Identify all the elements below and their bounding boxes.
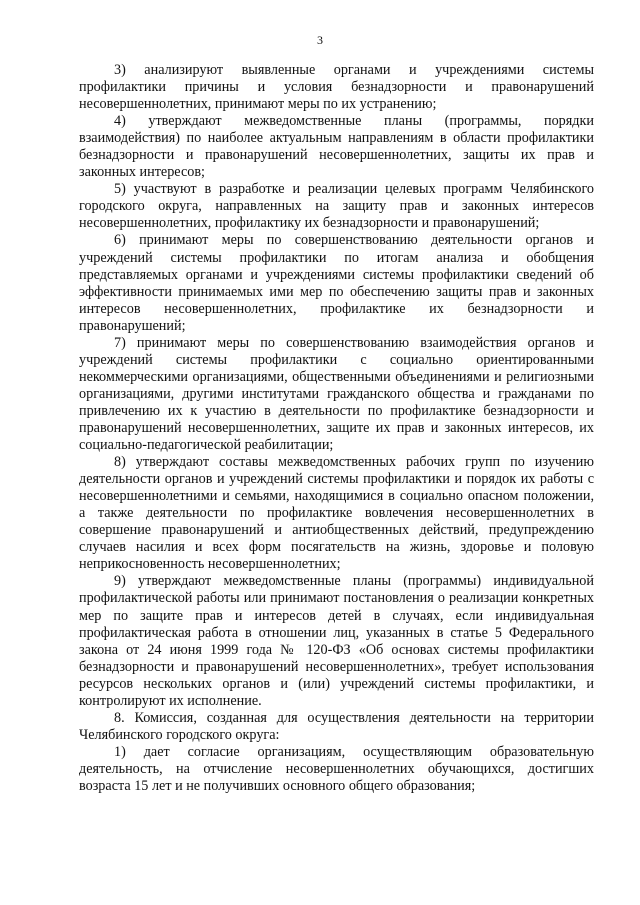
paragraph-item-3: 3) анализируют выявленные органами и учреждениями системы профилактики причины и условия безнадзорности и правонарушений несовершеннолетних, принимают меры по их устранению; — [79, 62, 594, 113]
paragraph-item-7: 7) принимают меры по совершенствованию взаимодействия органов и учреждений системы профилактики с социально ориентированными некоммерческими организациями, общественными объединениями и религиозными организациями, другими институтами гражданского общества и гражданами по привлечению их к участию в деятельности по профилактике безнадзорности и правонарушений несовершеннолетних, защите их прав и законных интересов, их социально-педагогической реабилитации; — [79, 334, 594, 454]
section-8-heading: 8. Комиссия, созданная для осуществления деятельности на территории Челябинского городского округа: — [79, 709, 594, 743]
paragraph-item-9: 9) утверждают межведомственные планы (программы) индивидуальной профилактической работы или принимают постановления о реализации конкретных мер по защите прав и интересов детей в случаях, если индивидуальная профилактическая работа в отношении лиц, указанных в статье 5 Федерального закона от 24 июня 1999 года № 120-ФЗ «Об основах системы профилактики безнадзорности и правонарушений несовершеннолетних», требует использования ресурсов нескольких органов и (или) учреждений системы профилактики, и контролируют их исполнение. — [79, 573, 594, 709]
page-number: 3 — [317, 33, 323, 47]
section-8-item-1: 1) дает согласие организациям, осуществляющим образовательную деятельность, на отчисление несовершеннолетних обучающихся, достигших возраста 15 лет и не получивших основного общего образования; — [79, 743, 594, 794]
paragraph-item-4: 4) утверждают межведомственные планы (программы, порядки взаимодействия) по наиболее актуальным направлениям в области профилактики безнадзорности и правонарушений несовершеннолетних, защиты их прав и законных интересов; — [79, 113, 594, 181]
paragraph-item-5: 5) участвуют в разработке и реализации целевых программ Челябинского городского округа, направленных на защиту прав и законных интересов несовершеннолетних, профилактику их безнадзорности и правонарушений; — [79, 181, 594, 232]
paragraph-item-8: 8) утверждают составы межведомственных рабочих групп по изучению деятельности органов и учреждений системы профилактики и порядок их работы с несовершеннолетними и семьями, находящимися в социально опасном положении, а также деятельности по профилактике вовлечения несовершеннолетних в совершение правонарушений и антиобщественных действий, предупреждению случаев насилия и всех форм посягательств на жизнь, здоровье и половую неприкосновенность несовершеннолетних; — [79, 454, 594, 573]
paragraph-item-6: 6) принимают меры по совершенствованию деятельности органов и учреждений системы профилактики по итогам анализа и обобщения представляемых органами и учреждениями системы профилактики сведений об эффективности принимаемых ими мер по обеспечению защиты прав и законных интересов несовершеннолетних, профилактике их безнадзорности и правонарушений; — [79, 232, 594, 334]
document-body — [79, 62, 594, 795]
